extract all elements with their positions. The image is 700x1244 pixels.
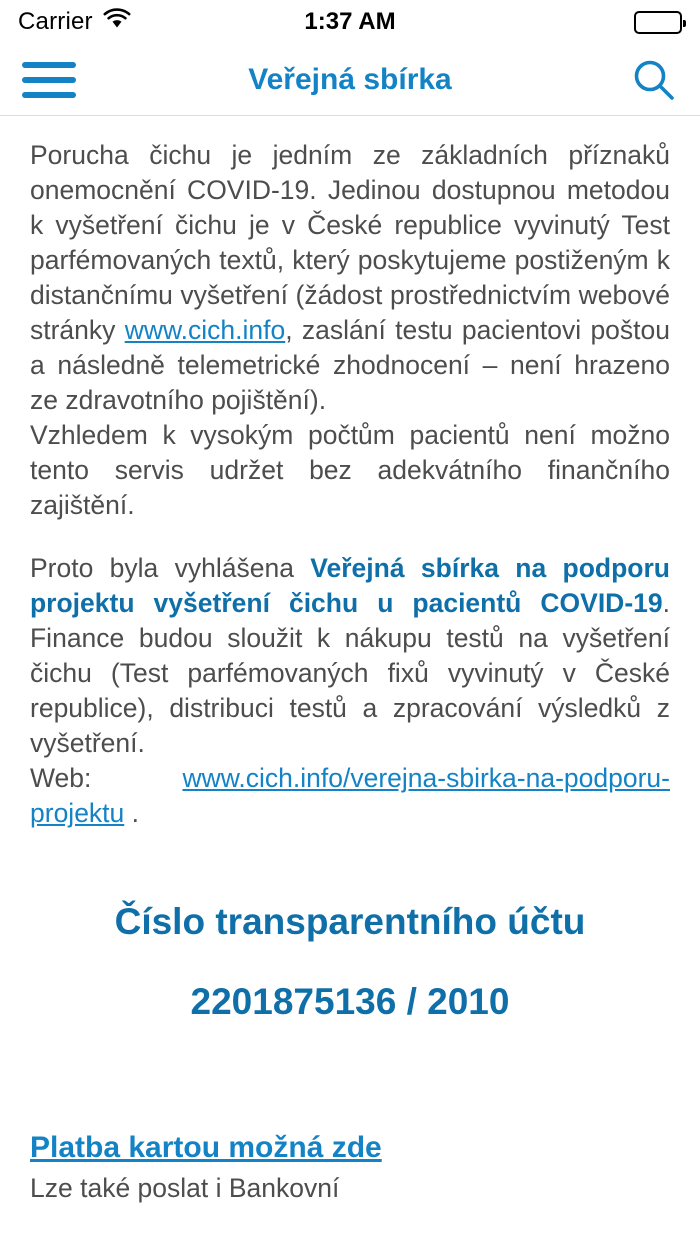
status-bar xyxy=(0,0,700,44)
account-number: 2201875136 / 2010 xyxy=(190,981,510,1022)
paragraph-collection-text-2: . Finance budou sloužit k nákupu testů na vyšetření čichu (Test parfémovaných fixů vyvinutý v České republice), distribuci testů a zpracování výsledků z vyšetření. xyxy=(30,588,670,758)
project-page-link[interactable]: www.cich.info/verejna-sbirka-na-podporu-projektu xyxy=(30,763,670,828)
hamburger-menu-icon[interactable] xyxy=(22,62,76,98)
paragraph-intro xyxy=(30,138,670,418)
paragraph-intro-text-1: Porucha čichu je jedním ze základních příznaků onemocnění COVID-19. Jedinou dostupnou metodou k vyšetření čichu je v České republice vyvinutý Test parfémovaných textů, který poskytujeme postiženým k distančnímu vyšetření (žádost prostřednictvím webové stránky xyxy=(30,140,670,345)
search-icon[interactable] xyxy=(630,56,678,104)
web-label: Web: xyxy=(30,763,92,793)
web-suffix: . xyxy=(131,798,140,828)
paragraph-intro-text-2: , zaslání testu pacientovi poštou a následně telemetrické zhodnocení – není hrazeno ze zdravotního pojištění). xyxy=(30,315,671,415)
status-bar-left xyxy=(18,8,131,36)
navigation-bar xyxy=(0,44,700,116)
cut-off-text: Lze také poslat i Bankovní xyxy=(30,1173,340,1203)
cich-info-link[interactable]: www.cich.info xyxy=(124,315,286,345)
article-content xyxy=(0,116,700,1203)
status-bar-time: 1:37 AM xyxy=(304,8,396,35)
page-title: Veřejná sbírka xyxy=(248,62,452,96)
paragraph-funding: Vzhledem k vysokým počtům pacientů není možno tento servis udržet bez adekvátního finančního zajištění. xyxy=(30,420,670,520)
paragraph-spacer xyxy=(30,523,670,551)
battery-full-icon xyxy=(634,11,682,34)
wifi-icon xyxy=(103,8,131,36)
paragraph-collection xyxy=(30,551,670,761)
paragraph-collection-text-1: Proto byla vyhlášena xyxy=(30,553,311,583)
carrier-label: Carrier xyxy=(18,8,93,35)
collection-name-highlight: Veřejná sbírka na podporu projektu vyšetření čichu u pacientů COVID-19 xyxy=(30,553,670,618)
card-payment-link[interactable]: Platba kartou možná zde xyxy=(30,1131,382,1164)
account-heading: Číslo transparentního účtu xyxy=(114,901,586,942)
web-line xyxy=(30,761,670,831)
status-bar-right xyxy=(634,11,682,34)
